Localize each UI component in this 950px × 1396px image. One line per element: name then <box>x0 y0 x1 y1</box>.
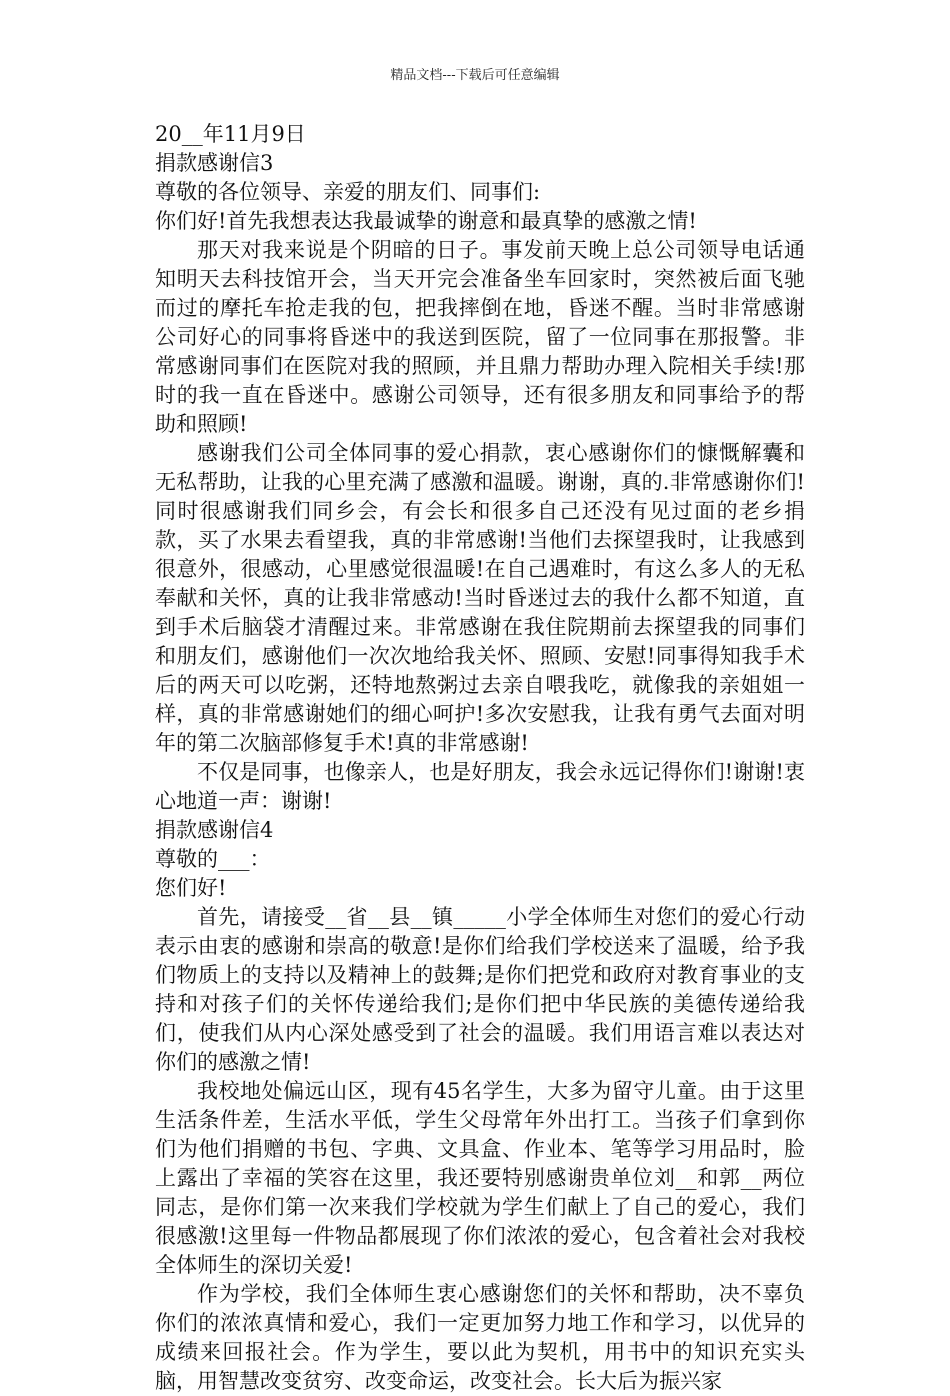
letter4-paragraph-1: 首先，请接受__省__县__镇_____小学全体师生对您们的爱心行动表示由衷的感谢和崇高的敬意!是你们给我们学校送来了温暖，给予我们物质上的支持以及精神上的鼓舞;是你们把党和政府对教育事业的支持和对孩子们的关怀传递给我们;是你们把中华民族的美德传递给我们，使我们从内心深处感受到了社会的温暖。我们用语言难以表达对你们的感激之情! <box>155 905 805 1074</box>
letter4-paragraph-3: 作为学校，我们全体师生衷心感谢您们的关怀和帮助，决不辜负你们的浓浓真情和爱心，我们一定更加努力地工作和学习，以优异的成绩来回报社会。作为学生，要以此为契机，用书中的知识充实头脑，用智慧改变贫穷、改变命运，改变社会。长大后为振兴家 <box>155 1282 805 1393</box>
page-header: 精品文档---下载后可任意编辑 <box>390 68 560 83</box>
letter4-paragraph-2: 我校地处偏远山区，现有45名学生，大多为留守儿童。由于这里生活条件差，生活水平低，学生父母常年外出打工。当孩子们拿到你们为他们捐赠的书包、字典、文具盒、作业本、笔等学习用品时，脸上露出了幸福的笑容在这里，我还要特别感谢贵单位刘__和郭__两位同志，是你们第一次来我们学校就为学生们献上了自己的爱心，我们很感激!这里每一件物品都展现了你们浓浓的爱心，包含着社会对我校全体师生的深切关爱! <box>155 1079 805 1277</box>
letter3-greeting: 你们好!首先我想表达我最诚挚的谢意和最真挚的感激之情! <box>155 209 697 233</box>
letter4-title: 捐款感谢信4 <box>155 818 274 842</box>
letter4-greeting: 您们好! <box>155 876 227 900</box>
letter4-salutation: 尊敬的___： <box>155 847 271 871</box>
letter3-title: 捐款感谢信3 <box>155 151 274 175</box>
document-body <box>155 120 805 1396</box>
letter3-date: 20__年11月9日 <box>155 122 306 146</box>
letter3-paragraph-2: 感谢我们公司全体同事的爱心捐款，衷心感谢你们的慷慨解囊和无私帮助，让我的心里充满了感激和温暖。谢谢，真的.非常感谢你们!同时很感谢我们同乡会，有会长和很多自己还没有见过面的老乡捐款，买了水果去看望我，真的非常感谢!当他们去探望我时，让我感到很意外，很感动，心里感觉很温暖!在自己遇难时，有这么多人的无私奉献和关怀，真的让我非常感动!当时昏迷过去的我什么都不知道，直到手术后脑袋才清醒过来。非常感谢在我住院期前去探望我的同事们和朋友们，感谢他们一次次地给我关怀、照顾、安慰!同事得知我手术后的两天可以吃粥，还特地熬粥过去亲自喂我吃，就像我的亲姐姐一样，真的非常感谢她们的细心呵护!多次安慰我，让我有勇气去面对明年的第二次脑部修复手术!真的非常感谢! <box>155 441 805 755</box>
letter3-paragraph-3: 不仅是同事，也像亲人，也是好朋友，我会永远记得你们!谢谢!衷心地道一声：谢谢! <box>155 760 805 813</box>
letter3-salutation: 尊敬的各位领导、亲爱的朋友们、同事们: <box>155 180 541 204</box>
letter3-paragraph-1: 那天对我来说是个阴暗的日子。事发前天晚上总公司领导电话通知明天去科技馆开会，当天开完会准备坐车回家时，突然被后面飞驰而过的摩托车抢走我的包，把我摔倒在地，昏迷不醒。当时非常感谢公司好心的同事将昏迷中的我送到医院，留了一位同事在那报警。非常感谢同事们在医院对我的照顾，并且鼎力帮助办理入院相关手续!那时的我一直在昏迷中。感谢公司领导，还有很多朋友和同事给予的帮助和照顾! <box>155 238 805 436</box>
